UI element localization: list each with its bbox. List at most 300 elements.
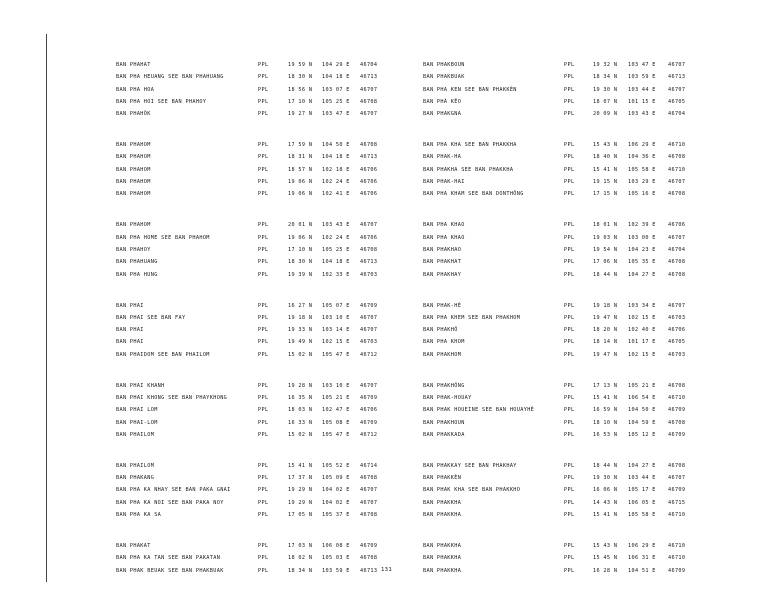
place-name: BAN PHAKHA SEE BAN PHAKKHA <box>423 166 514 173</box>
map-code: 46708 <box>668 191 686 198</box>
feature-class: PPL <box>258 154 269 161</box>
map-code: 46710 <box>668 394 686 401</box>
feature-class: PPL <box>258 475 269 482</box>
place-name: BAN PHAKKÈN <box>423 475 462 482</box>
map-code: 46706 <box>668 327 686 334</box>
gazetteer-entry <box>116 59 411 71</box>
latitude: 16 33 N <box>288 419 313 426</box>
place-name: BAN PHAHAT <box>116 62 151 68</box>
latitude: 19 49 N <box>288 339 313 346</box>
place-name: BAN PHA HOI SEE BAN PHAHOY <box>116 98 207 105</box>
feature-class: PPL <box>258 74 269 81</box>
map-code: 46708 <box>360 555 378 562</box>
place-name: BAN PHA KEN SEE BAN PHAKKÈN <box>423 86 517 93</box>
feature-class: PPL <box>564 234 575 241</box>
feature-class: PPL <box>258 98 269 105</box>
longitude: 103 00 E <box>628 234 656 241</box>
feature-class: PPL <box>564 222 575 229</box>
feature-class: PPL <box>564 339 575 346</box>
latitude: 16 27 N <box>288 302 313 309</box>
entry-group <box>423 380 718 441</box>
longitude: 103 34 E <box>628 302 656 309</box>
place-name: BAN PHAK-HOUAY <box>423 394 472 401</box>
gazetteer-entry <box>116 336 411 348</box>
gazetteer-entry <box>423 108 718 120</box>
map-code: 46709 <box>360 302 378 309</box>
feature-class: PPL <box>258 555 269 562</box>
latitude: 17 03 N <box>288 543 313 550</box>
map-code: 46710 <box>668 543 686 550</box>
place-name: BAN PHAI LOM <box>116 407 158 414</box>
feature-class: PPL <box>258 487 269 494</box>
longitude: 104 18 E <box>322 74 350 81</box>
gazetteer-entry <box>423 417 718 429</box>
latitude: 17 10 N <box>288 246 313 253</box>
gazetteer-entry <box>423 176 718 188</box>
gazetteer-entry <box>116 392 411 404</box>
place-name: BAN PHA KHAO <box>423 222 465 229</box>
gazetteer-entry <box>116 349 411 361</box>
gazetteer-entry <box>116 300 411 312</box>
feature-class: PPL <box>564 431 575 438</box>
latitude: 15 43 N <box>593 543 618 550</box>
longitude: 103 44 E <box>628 86 656 93</box>
feature-class: PPL <box>564 394 575 401</box>
longitude: 105 09 E <box>322 475 350 482</box>
map-code: 46713 <box>360 567 378 574</box>
latitude: 16 35 N <box>288 394 313 401</box>
map-code: 46706 <box>360 407 378 414</box>
latitude: 15 41 N <box>593 166 618 173</box>
map-code: 46708 <box>360 98 378 105</box>
longitude: 102 15 E <box>628 351 656 358</box>
latitude: 18 44 N <box>593 462 618 469</box>
map-code: 46708 <box>360 475 378 482</box>
feature-class: PPL <box>564 567 575 574</box>
place-name: BAN PHAKKHA <box>423 555 462 562</box>
feature-class: PPL <box>258 382 269 389</box>
gazetteer-entry <box>116 244 411 256</box>
map-code: 46709 <box>668 567 686 574</box>
longitude: 103 59 E <box>628 74 656 81</box>
feature-class: PPL <box>564 166 575 173</box>
map-code: 46708 <box>668 382 686 389</box>
latitude: 18 20 N <box>593 327 618 334</box>
map-code: 46708 <box>668 154 686 161</box>
latitude: 18 02 N <box>288 555 313 562</box>
right-gazetteer-column <box>423 59 718 596</box>
gazetteer-entry <box>423 392 718 404</box>
map-code: 46713 <box>360 154 378 161</box>
place-name: BAN PHAKKHA <box>423 567 462 574</box>
place-name: BAN PHAKBUAK <box>423 74 465 81</box>
gazetteer-entry <box>116 484 411 496</box>
latitude: 20 09 N <box>593 111 618 118</box>
map-code: 46708 <box>668 271 686 278</box>
feature-class: PPL <box>258 394 269 401</box>
place-name: BAN PHAKKHA <box>423 512 462 519</box>
place-name: BAN PHA KHAM SEE BAN DONTHÔNG <box>423 191 524 198</box>
feature-class: PPL <box>564 543 575 550</box>
map-code: 46703 <box>360 271 378 278</box>
latitude: 18 44 N <box>593 271 618 278</box>
entry-group <box>116 380 411 441</box>
entry-group <box>423 219 718 280</box>
place-name: BAN PHA HOME SEE BAN PHAHOM <box>116 234 210 241</box>
gazetteer-entry <box>423 429 718 441</box>
place-name: BAN PHAI <box>116 302 144 309</box>
longitude: 103 07 E <box>322 86 350 93</box>
map-code: 46713 <box>668 74 686 81</box>
gazetteer-entry <box>423 552 718 564</box>
longitude: 104 36 E <box>628 154 656 161</box>
place-name: BAN PHAKHAY <box>423 271 462 278</box>
longitude: 103 44 E <box>628 475 656 482</box>
feature-class: PPL <box>258 302 269 309</box>
feature-class: PPL <box>258 314 269 321</box>
place-name: BAN PHA KHOM <box>423 339 465 346</box>
gazetteer-entry <box>116 188 411 200</box>
place-name: BAN PHA KA NHAY SEE BAN PAKA GNAI <box>116 487 231 494</box>
longitude: 105 58 E <box>628 512 656 519</box>
place-name: BAN PHAHOM <box>116 222 151 229</box>
gazetteer-entry <box>423 219 718 231</box>
longitude: 103 43 E <box>322 222 350 229</box>
latitude: 19 30 N <box>593 475 618 482</box>
gazetteer-entry <box>116 472 411 484</box>
gazetteer-entry <box>116 84 411 96</box>
latitude: 19 47 N <box>593 314 618 321</box>
place-name: BAN PHAKBOUN <box>423 62 465 68</box>
longitude: 105 25 E <box>322 246 350 253</box>
feature-class: PPL <box>564 314 575 321</box>
gazetteer-entry <box>116 565 411 577</box>
feature-class: PPL <box>564 462 575 469</box>
page-number: 131 <box>381 567 393 573</box>
map-code: 46705 <box>668 339 686 346</box>
latitude: 19 29 N <box>288 499 313 506</box>
entry-group <box>116 540 411 577</box>
map-code: 46707 <box>668 475 686 482</box>
longitude: 106 08 E <box>322 543 350 550</box>
map-code: 46704 <box>668 246 686 253</box>
feature-class: PPL <box>564 271 575 278</box>
latitude: 15 41 N <box>288 462 313 469</box>
feature-class: PPL <box>258 462 269 469</box>
map-code: 46707 <box>360 487 378 494</box>
map-code: 46709 <box>668 407 686 414</box>
longitude: 103 59 E <box>322 567 350 574</box>
place-name: BAN PHA KHA SEE BAN PHAKKHA <box>423 142 517 149</box>
latitude: 19 06 N <box>288 191 313 198</box>
feature-class: PPL <box>564 246 575 253</box>
map-code: 46704 <box>668 111 686 118</box>
latitude: 18 31 N <box>288 154 313 161</box>
feature-class: PPL <box>564 179 575 186</box>
entry-group <box>423 59 718 120</box>
place-name: BAN PHAKHAO <box>423 246 462 253</box>
latitude: 18 57 N <box>288 166 313 173</box>
gazetteer-entry <box>116 71 411 83</box>
map-code: 46709 <box>360 543 378 550</box>
gazetteer-entry <box>423 497 718 509</box>
longitude: 104 23 E <box>628 246 656 253</box>
feature-class: PPL <box>564 259 575 266</box>
feature-class: PPL <box>564 302 575 309</box>
place-name: BAN PHA HOA <box>116 86 155 93</box>
gazetteer-entry <box>116 540 411 552</box>
latitude: 15 02 N <box>288 431 313 438</box>
latitude: 19 27 N <box>288 111 313 118</box>
feature-class: PPL <box>564 191 575 198</box>
longitude: 103 10 E <box>322 382 350 389</box>
map-code: 46706 <box>360 191 378 198</box>
map-code: 46709 <box>668 431 686 438</box>
feature-class: PPL <box>258 179 269 186</box>
latitude: 18 07 N <box>593 98 618 105</box>
gazetteer-entry <box>423 84 718 96</box>
gazetteer-entry <box>423 324 718 336</box>
entry-group <box>423 540 718 577</box>
latitude: 16 59 N <box>593 407 618 414</box>
gazetteer-entry <box>116 164 411 176</box>
place-name: BAN PHAKHOM <box>423 351 462 358</box>
feature-class: PPL <box>258 567 269 574</box>
latitude: 18 14 N <box>593 339 618 346</box>
feature-class: PPL <box>258 246 269 253</box>
latitude: 18 30 N <box>288 74 313 81</box>
gazetteer-entry <box>116 219 411 231</box>
gazetteer-entry <box>423 139 718 151</box>
feature-class: PPL <box>564 407 575 414</box>
map-code: 46707 <box>668 86 686 93</box>
longitude: 103 29 E <box>628 179 656 186</box>
place-name: BAN PHAHOM <box>116 154 151 161</box>
longitude: 105 07 E <box>322 302 350 309</box>
longitude: 105 21 E <box>322 394 350 401</box>
longitude: 104 51 E <box>628 567 656 574</box>
gazetteer-entry <box>116 429 411 441</box>
place-name: BAN PHAI <box>116 339 144 346</box>
gazetteer-entry <box>116 108 411 120</box>
gazetteer-entry <box>116 256 411 268</box>
longitude: 105 12 E <box>628 431 656 438</box>
feature-class: PPL <box>564 142 575 149</box>
longitude: 104 50 E <box>322 142 350 149</box>
entry-group <box>116 300 411 361</box>
gazetteer-entry <box>116 312 411 324</box>
latitude: 15 45 N <box>593 555 618 562</box>
entry-group <box>116 139 411 200</box>
feature-class: PPL <box>564 475 575 482</box>
longitude: 106 29 E <box>628 543 656 550</box>
gazetteer-entry <box>423 71 718 83</box>
map-code: 46708 <box>360 246 378 253</box>
feature-class: PPL <box>258 339 269 346</box>
map-code: 46710 <box>668 142 686 149</box>
gazetteer-entry <box>423 188 718 200</box>
gazetteer-entry <box>116 324 411 336</box>
longitude: 104 59 E <box>628 419 656 426</box>
latitude: 19 47 N <box>593 351 618 358</box>
gazetteer-entry <box>423 312 718 324</box>
longitude: 105 47 E <box>322 351 350 358</box>
map-code: 46714 <box>360 462 378 469</box>
feature-class: PPL <box>564 111 575 118</box>
place-name: BAN PHAKKHA <box>423 543 462 550</box>
entry-group <box>423 139 718 200</box>
latitude: 19 06 N <box>288 234 313 241</box>
longitude: 102 24 E <box>322 179 350 186</box>
place-name: BAN PHAI <box>116 327 144 334</box>
gazetteer-entry <box>116 380 411 392</box>
longitude: 102 40 E <box>628 327 656 334</box>
gazetteer-entry <box>423 484 718 496</box>
map-code: 46707 <box>360 111 378 118</box>
map-code: 46713 <box>360 259 378 266</box>
latitude: 19 33 N <box>288 327 313 334</box>
gazetteer-entry <box>423 151 718 163</box>
entry-group <box>116 59 411 120</box>
feature-class: PPL <box>258 431 269 438</box>
longitude: 104 02 E <box>322 487 350 494</box>
map-code: 46707 <box>360 499 378 506</box>
feature-class: PPL <box>564 154 575 161</box>
feature-class: PPL <box>258 419 269 426</box>
place-name: BAN PHAILOM <box>116 462 155 469</box>
latitude: 15 41 N <box>593 394 618 401</box>
gazetteer-entry <box>116 417 411 429</box>
feature-class: PPL <box>258 166 269 173</box>
map-code: 46706 <box>668 222 686 229</box>
feature-class: PPL <box>258 499 269 506</box>
latitude: 19 06 N <box>288 179 313 186</box>
latitude: 18 30 N <box>288 259 313 266</box>
latitude: 19 59 N <box>288 62 313 68</box>
place-name: BAN PHAK-HÈ <box>423 302 462 309</box>
longitude: 104 02 E <box>322 499 350 506</box>
map-code: 46703 <box>360 339 378 346</box>
gazetteer-entry <box>116 176 411 188</box>
place-name: BAN PHAHÔK <box>116 111 151 118</box>
gazetteer-entry <box>116 497 411 509</box>
gazetteer-entry <box>423 472 718 484</box>
latitude: 17 15 N <box>593 191 618 198</box>
gazetteer-entry <box>116 232 411 244</box>
longitude: 105 17 E <box>628 487 656 494</box>
latitude: 14 43 N <box>593 499 618 506</box>
latitude: 15 43 N <box>593 142 618 149</box>
gazetteer-entry <box>423 380 718 392</box>
gazetteer-entry <box>116 269 411 281</box>
entry-group <box>116 219 411 280</box>
longitude: 102 15 E <box>628 314 656 321</box>
latitude: 18 40 N <box>593 154 618 161</box>
latitude: 17 59 N <box>288 142 313 149</box>
place-name: BAN PHAKKADA <box>423 431 465 438</box>
longitude: 102 18 E <box>322 166 350 173</box>
latitude: 19 28 N <box>288 382 313 389</box>
latitude: 17 13 N <box>593 382 618 389</box>
place-name: BAN PHAKHÔNG <box>423 382 465 389</box>
place-name: BAN PHAKHAT <box>423 259 462 266</box>
longitude: 105 16 E <box>628 191 656 198</box>
map-code: 46707 <box>668 179 686 186</box>
longitude: 104 18 E <box>322 154 350 161</box>
feature-class: PPL <box>564 98 575 105</box>
map-code: 46708 <box>668 462 686 469</box>
latitude: 18 10 N <box>593 419 618 426</box>
map-code: 46713 <box>360 74 378 81</box>
left-gazetteer-column <box>116 59 411 596</box>
gazetteer-entry <box>116 460 411 472</box>
longitude: 104 27 E <box>628 462 656 469</box>
place-name: BAN PHA KHEM SEE BAN PHAKHOM <box>423 314 521 321</box>
place-name: BAN PHAKKHA <box>423 499 462 506</box>
map-code: 46707 <box>360 86 378 93</box>
latitude: 16 28 N <box>593 567 618 574</box>
latitude: 19 32 N <box>593 62 618 68</box>
gazetteer-entry <box>423 336 718 348</box>
margin-rule <box>46 34 47 582</box>
map-code: 46707 <box>668 234 686 241</box>
place-name: BAN PHAKHOUN <box>423 419 465 426</box>
latitude: 18 01 N <box>593 222 618 229</box>
longitude: 101 15 E <box>628 98 656 105</box>
gazetteer-entry <box>423 232 718 244</box>
latitude: 19 30 N <box>593 86 618 93</box>
gazetteer-entry <box>116 96 411 108</box>
place-name: BAN PHAHOM <box>116 166 151 173</box>
place-name: BAN PHAKANG <box>116 475 155 482</box>
feature-class: PPL <box>564 74 575 81</box>
longitude: 102 33 E <box>322 271 350 278</box>
feature-class: PPL <box>258 543 269 550</box>
gazetteer-entry <box>423 269 718 281</box>
map-code: 46708 <box>668 259 686 266</box>
latitude: 18 34 N <box>288 567 313 574</box>
entry-group <box>116 460 411 521</box>
latitude: 19 18 N <box>288 314 313 321</box>
longitude: 104 27 E <box>628 271 656 278</box>
longitude: 106 05 E <box>628 499 656 506</box>
latitude: 19 18 N <box>593 302 618 309</box>
gazetteer-entry <box>116 404 411 416</box>
feature-class: PPL <box>258 327 269 334</box>
map-code: 46706 <box>360 166 378 173</box>
feature-class: PPL <box>258 191 269 198</box>
longitude: 102 39 E <box>628 222 656 229</box>
map-code: 46710 <box>668 555 686 562</box>
latitude: 19 15 N <box>593 179 618 186</box>
feature-class: PPL <box>258 271 269 278</box>
place-name: BAN PHA KHAO <box>423 234 465 241</box>
feature-class: PPL <box>564 382 575 389</box>
map-code: 46703 <box>668 351 686 358</box>
longitude: 105 08 E <box>322 419 350 426</box>
map-code: 46708 <box>360 142 378 149</box>
longitude: 105 47 E <box>322 431 350 438</box>
gazetteer-entry <box>116 509 411 521</box>
entry-group <box>423 460 718 521</box>
map-code: 46712 <box>360 431 378 438</box>
map-code: 46707 <box>668 302 686 309</box>
place-name: BAN PHAK KHA SEE BAN PHAKKHO <box>423 487 521 494</box>
gazetteer-entry <box>423 300 718 312</box>
latitude: 20 01 N <box>288 222 313 229</box>
longitude: 102 47 E <box>322 407 350 414</box>
longitude: 102 24 E <box>322 234 350 241</box>
